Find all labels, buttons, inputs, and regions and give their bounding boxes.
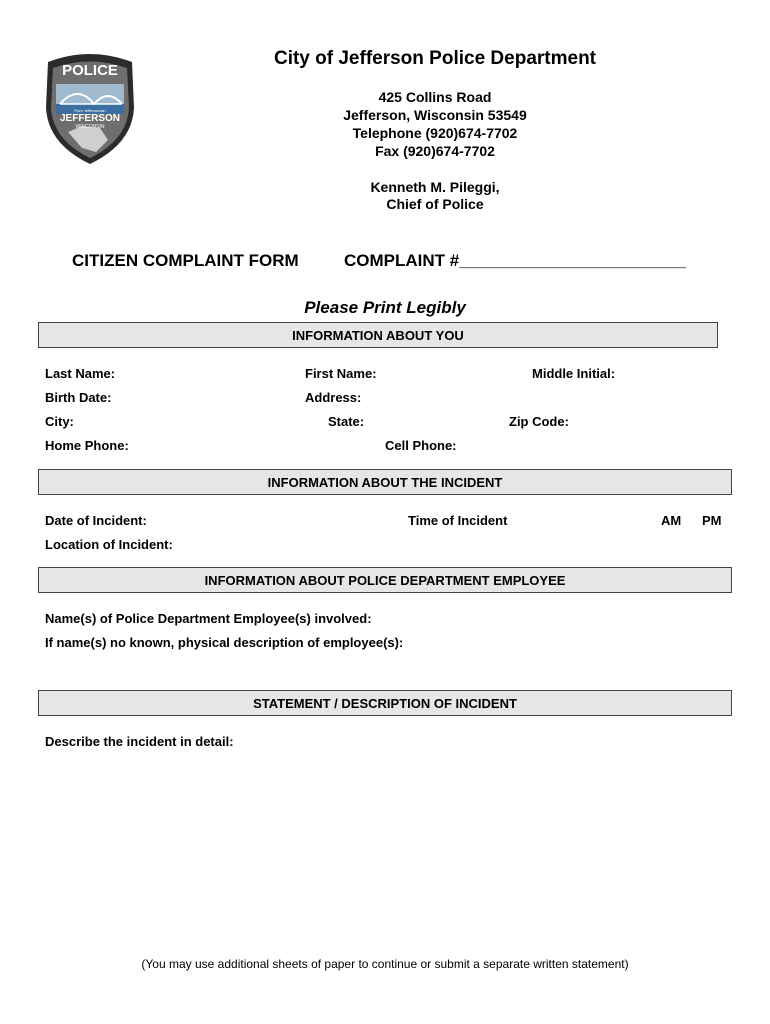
- fax-line: Fax (920)674-7702: [375, 143, 495, 159]
- cell-phone-field[interactable]: Cell Phone:: [385, 438, 457, 453]
- describe-incident-field[interactable]: Describe the incident in detail:: [45, 734, 234, 749]
- location-of-incident-field[interactable]: Location of Incident:: [45, 537, 173, 552]
- footer-note: (You may use additional sheets of paper to continue or submit a separate written statement): [141, 957, 629, 971]
- section-header-statement: STATEMENT / DESCRIPTION OF INCIDENT: [38, 690, 732, 716]
- telephone-line: Telephone (920)674-7702: [352, 125, 518, 141]
- address-line-1: 425 Collins Road: [378, 89, 492, 105]
- print-legibly-instruction: Please Print Legibly: [304, 298, 466, 317]
- address-field[interactable]: Address:: [305, 390, 362, 405]
- time-of-incident-field[interactable]: Time of Incident: [408, 513, 508, 528]
- date-of-incident-field[interactable]: Date of Incident:: [45, 513, 147, 528]
- employee-names-field[interactable]: Name(s) of Police Department Employee(s) involved:: [45, 611, 372, 626]
- badge-state-text: WISCONSIN: [75, 124, 105, 130]
- address-line-2: Jefferson, Wisconsin 53549: [343, 107, 527, 123]
- state-field[interactable]: State:: [328, 414, 365, 429]
- form-title: CITIZEN COMPLAINT FORM: [72, 251, 299, 270]
- chief-name: Kenneth M. Pileggi,: [370, 179, 500, 195]
- section-header-employee: INFORMATION ABOUT POLICE DEPARTMENT EMPLOYEE: [38, 567, 732, 593]
- am-option[interactable]: AM: [661, 513, 682, 528]
- last-name-field[interactable]: Last Name:: [45, 366, 116, 381]
- police-badge-logo: [42, 48, 138, 166]
- badge-banner-text: Pure Jeffersonian: [74, 108, 106, 113]
- badge-top-text: POLICE: [62, 62, 118, 79]
- zip-code-field[interactable]: Zip Code:: [509, 414, 569, 429]
- section-header-about-you: INFORMATION ABOUT YOU: [38, 322, 718, 348]
- chief-title: Chief of Police: [386, 196, 484, 212]
- first-name-field[interactable]: First Name:: [305, 366, 377, 381]
- middle-initial-field[interactable]: Middle Initial:: [532, 366, 616, 381]
- city-field[interactable]: City:: [45, 414, 74, 429]
- home-phone-field[interactable]: Home Phone:: [45, 438, 129, 453]
- department-title: City of Jefferson Police Department: [273, 48, 597, 69]
- pm-option[interactable]: PM: [702, 513, 722, 528]
- complaint-number-field[interactable]: COMPLAINT #________________________: [344, 251, 687, 270]
- badge-city-text: JEFFERSON: [59, 113, 121, 124]
- employee-description-field[interactable]: If name(s) no known, physical description of employee(s):: [45, 635, 404, 650]
- section-header-incident: INFORMATION ABOUT THE INCIDENT: [38, 469, 732, 495]
- birth-date-field[interactable]: Birth Date:: [45, 390, 112, 405]
